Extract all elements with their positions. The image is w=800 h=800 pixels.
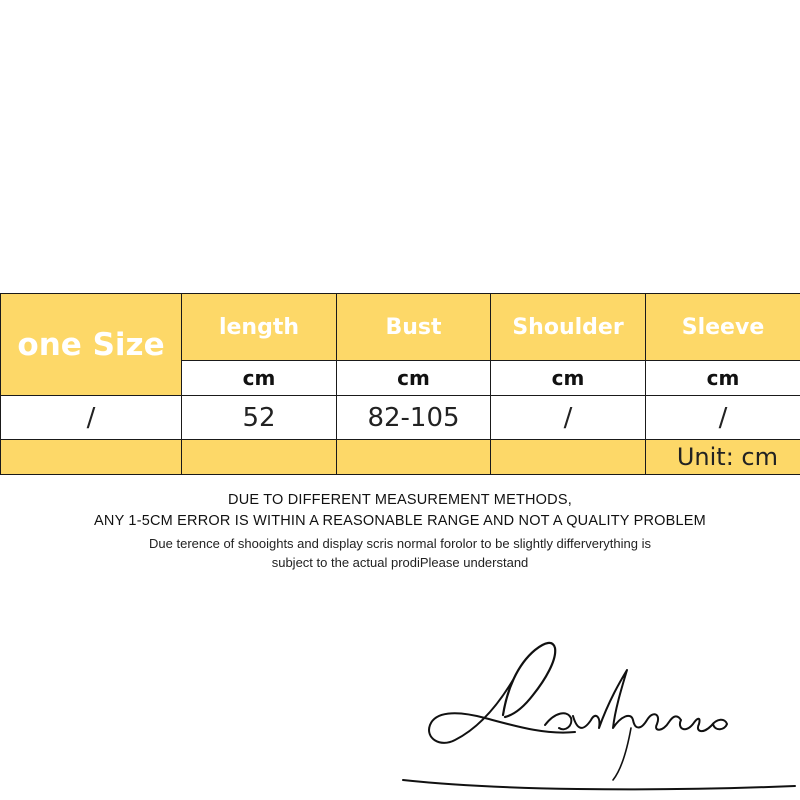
footer-cell [491, 440, 646, 475]
footer-cell [1, 440, 182, 475]
footer-cell [182, 440, 337, 475]
unit-bust: cm [337, 361, 491, 396]
notice-line-3: Due terence of shooights and display scris normal forolor to be slightly differverything is [149, 536, 651, 551]
header-row [1, 294, 800, 361]
size-chart-table [0, 293, 800, 475]
unit-length: cm [182, 361, 337, 396]
header-sleeve: Sleeve [646, 294, 800, 361]
value-row [1, 396, 800, 440]
logo-swash-icon [429, 680, 575, 743]
size-label: one Size [1, 294, 182, 396]
value-bust: 82-105 [337, 396, 491, 440]
unit-note: Unit: cm [646, 440, 800, 475]
unit-sleeve: cm [646, 361, 800, 396]
notice-line-4: subject to the actual prodiPlease understand [271, 555, 529, 570]
value-size: / [1, 396, 182, 440]
header-length: length [182, 294, 337, 361]
logo-loop-icon [503, 643, 555, 717]
value-sleeve: / [646, 396, 800, 440]
value-shoulder: / [491, 396, 646, 440]
logo-underline-icon [403, 780, 795, 789]
logo-script-icon [545, 670, 727, 731]
notice-line-2: ANY 1-5CM ERROR IS WITHIN A REASONABLE RANGE AND NOT A QUALITY PROBLEM [94, 513, 706, 529]
footer-cell [337, 440, 491, 475]
brand-logo [395, 620, 800, 800]
value-length: 52 [182, 396, 337, 440]
notice-line-1: DUE TO DIFFERENT MEASUREMENT METHODS, [228, 492, 572, 508]
measurement-notice [0, 490, 800, 572]
header-shoulder: Shoulder [491, 294, 646, 361]
logo-tail-icon [613, 728, 631, 780]
unit-shoulder: cm [491, 361, 646, 396]
header-bust: Bust [337, 294, 491, 361]
footer-row [1, 440, 800, 475]
